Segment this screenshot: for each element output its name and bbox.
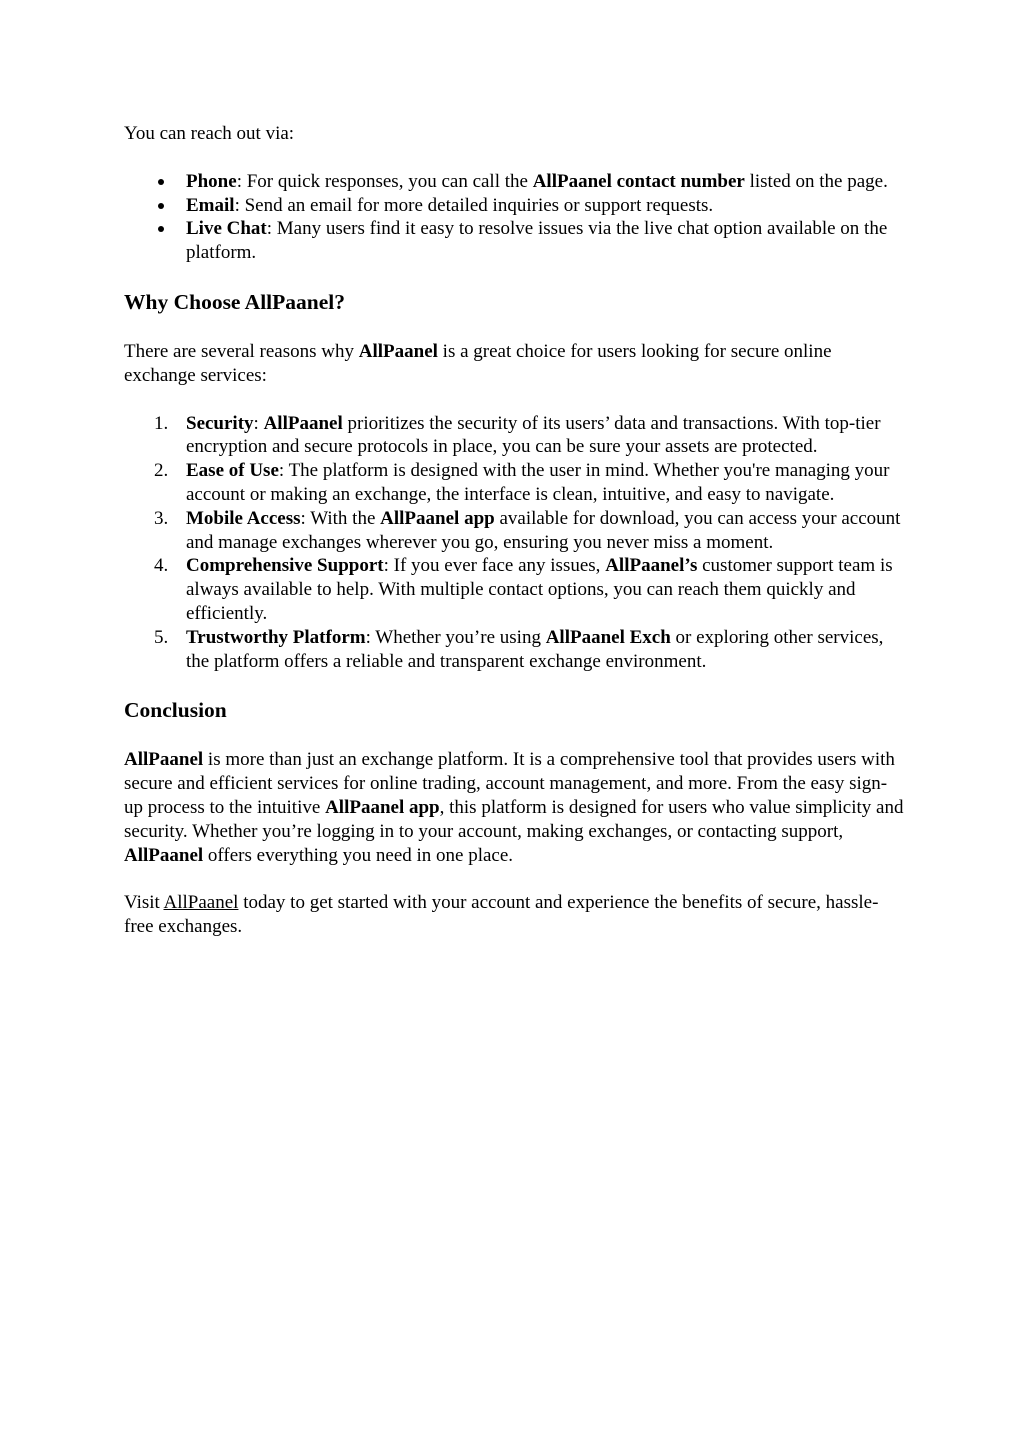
item-emphasis: AllPaanel app — [380, 507, 495, 529]
section-heading-why-choose: Why Choose AllPaanel? — [124, 289, 345, 314]
list-number: 2. — [154, 460, 169, 482]
item-label: Security — [186, 412, 254, 434]
para-emphasis: AllPaanel — [358, 340, 438, 362]
list-item-ease-of-use — [124, 459, 904, 507]
list-item-email — [124, 194, 904, 218]
item-emphasis: AllPaanel Exch — [545, 626, 671, 648]
para-emphasis: AllPaanel — [124, 844, 204, 866]
item-text: : — [253, 412, 264, 434]
item-label: Comprehensive Support — [186, 555, 384, 577]
item-text: : Whether you’re using — [365, 626, 546, 648]
document-page — [124, 122, 904, 963]
para-emphasis: AllPaanel — [124, 749, 204, 771]
item-label: Live Chat — [186, 218, 267, 240]
para-text: offers everything you need in one place. — [203, 844, 514, 866]
item-text: : With the — [300, 507, 381, 529]
contact-methods-list — [124, 170, 904, 265]
item-label: Ease of Use — [186, 460, 279, 482]
item-text: : The platform is designed with the user in mind. Whether you're managing your account or making an exchange, the interface is clean, intuitive, and easy to navigate. — [186, 460, 890, 505]
reasons-list — [124, 412, 904, 674]
para-text: today to get started with your account and experience the benefits of secure, hassle-free exchanges. — [124, 892, 879, 938]
bullet-icon — [158, 226, 164, 232]
list-item-comprehensive-support — [124, 554, 904, 625]
item-emphasis: AllPaanel’s — [605, 555, 698, 577]
section-heading-conclusion: Conclusion — [124, 698, 227, 723]
item-emphasis: AllPaanel contact number — [532, 170, 745, 192]
list-number: 4. — [154, 555, 169, 577]
item-text: : For quick responses, you can call the — [236, 170, 533, 192]
item-label: Email — [186, 194, 235, 216]
item-text: : If you ever face any issues, — [383, 555, 606, 577]
list-item-live-chat — [124, 217, 904, 265]
item-text: customer support team is always available to help. With multiple contact options, you can reach them quickly and efficiently. — [186, 555, 893, 624]
item-text: listed on the page. — [744, 170, 888, 192]
list-item-mobile-access — [124, 507, 904, 555]
bullet-icon — [158, 179, 164, 185]
para-text: is a great choice for users looking for secure online exchange services: — [124, 340, 832, 386]
item-emphasis: AllPaanel — [263, 412, 343, 434]
item-text: : Many users find it easy to resolve issues via the live chat option available on the platform. — [186, 218, 888, 264]
intro-text: You can reach out via: — [124, 123, 295, 144]
list-item-security — [124, 412, 904, 460]
para-emphasis: AllPaanel app — [325, 796, 440, 818]
list-item-trustworthy-platform — [124, 626, 904, 674]
list-item-phone — [124, 170, 904, 194]
bullet-icon — [158, 203, 164, 209]
item-label: Trustworthy Platform — [186, 626, 366, 648]
list-number: 1. — [154, 412, 169, 434]
para-text: is more than just an exchange platform. It is a comprehensive tool that provides users with secure and efficient services for online trading, account management, and more. From the easy sign-up process to the intuitive — [124, 749, 895, 818]
why-intro-paragraph — [124, 340, 904, 388]
para-text: Visit — [124, 892, 164, 914]
conclusion-paragraph — [124, 748, 904, 867]
item-text: prioritizes the security of its users’ data and transactions. With top-tier encryption and secure protocols in place, you can be sure your assets are protected. — [186, 412, 881, 458]
allpaanel-link[interactable]: AllPaanel — [163, 892, 239, 914]
list-number: 5. — [154, 626, 169, 648]
item-text: available for download, you can access your account and manage exchanges wherever you go, ensuring you never miss a moment. — [186, 507, 901, 553]
item-label: Phone — [186, 170, 237, 192]
para-text: There are several reasons why — [124, 340, 359, 362]
item-label: Mobile Access — [186, 507, 301, 529]
item-text: or exploring other services, the platform offers a reliable and transparent exchange environment. — [186, 626, 884, 672]
para-text: , this platform is designed for users who value simplicity and security. Whether you’re logging in to your account, making exchanges, or contacting support, — [124, 796, 904, 842]
visit-paragraph — [124, 891, 904, 939]
list-number: 3. — [154, 507, 169, 529]
item-text: : Send an email for more detailed inquiries or support requests. — [234, 194, 714, 216]
